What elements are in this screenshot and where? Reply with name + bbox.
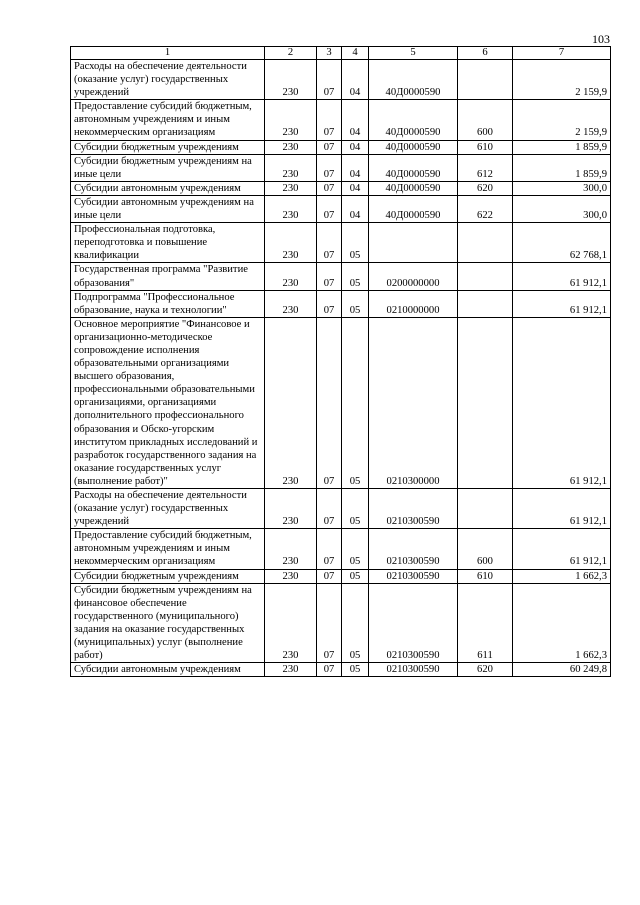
row-expense-type-cell [458,290,513,317]
row-code-cell: 230 [265,181,317,195]
row-amount-cell: 61 912,1 [513,529,611,569]
row-amount-cell: 2 159,9 [513,60,611,100]
table-header-row [71,47,611,60]
table-row [71,489,611,529]
row-section-cell: 07 [317,583,342,663]
row-amount-cell: 61 912,1 [513,317,611,488]
row-name-cell: Государственная программа "Развитие образования" [71,263,265,290]
row-section-cell: 07 [317,263,342,290]
row-amount-cell: 300,0 [513,195,611,222]
row-subsection-cell: 04 [342,154,369,181]
row-expense-type-cell [458,223,513,263]
row-section-cell: 07 [317,290,342,317]
row-amount-cell: 1 859,9 [513,140,611,154]
table-row [71,100,611,140]
row-code-cell: 230 [265,223,317,263]
row-code-cell: 230 [265,60,317,100]
row-section-cell: 07 [317,529,342,569]
row-amount-cell: 61 912,1 [513,263,611,290]
row-amount-cell: 1 859,9 [513,154,611,181]
row-subsection-cell: 04 [342,195,369,222]
table-row [71,263,611,290]
row-expense-type-cell: 611 [458,583,513,663]
row-subsection-cell: 05 [342,223,369,263]
table-row [71,529,611,569]
row-expense-type-cell [458,263,513,290]
row-subsection-cell: 05 [342,569,369,583]
row-code-cell: 230 [265,140,317,154]
row-name-cell: Расходы на обеспечение деятельности (оказание услуг) государственных учреждений [71,60,265,100]
table-row [71,317,611,488]
table-row [71,290,611,317]
row-amount-cell: 1 662,3 [513,569,611,583]
row-code-cell: 230 [265,583,317,663]
row-target-article-cell: 0210300590 [369,489,458,529]
row-subsection-cell: 04 [342,60,369,100]
row-target-article-cell: 0210300590 [369,569,458,583]
table-row [71,60,611,100]
row-code-cell: 230 [265,529,317,569]
row-section-cell: 07 [317,569,342,583]
row-section-cell: 07 [317,663,342,677]
table-row [71,569,611,583]
row-code-cell: 230 [265,569,317,583]
row-section-cell: 07 [317,181,342,195]
row-amount-cell: 61 912,1 [513,290,611,317]
row-section-cell: 07 [317,317,342,488]
row-name-cell: Предоставление субсидий бюджетным, автономным учреждениям и иным некоммерческим организациям [71,100,265,140]
row-code-cell: 230 [265,290,317,317]
row-code-cell: 230 [265,263,317,290]
row-amount-cell: 1 662,3 [513,583,611,663]
row-target-article-cell: 0210300000 [369,317,458,488]
row-target-article-cell: 40Д0000590 [369,60,458,100]
row-name-cell: Субсидии бюджетным учреждениям [71,569,265,583]
row-amount-cell: 60 249,8 [513,663,611,677]
row-code-cell: 230 [265,663,317,677]
row-amount-cell: 300,0 [513,181,611,195]
row-subsection-cell: 04 [342,140,369,154]
row-expense-type-cell: 612 [458,154,513,181]
row-expense-type-cell [458,60,513,100]
row-subsection-cell: 05 [342,290,369,317]
row-section-cell: 07 [317,489,342,529]
row-name-cell: Предоставление субсидий бюджетным, автономным учреждениям и иным некоммерческим организациям [71,529,265,569]
row-target-article-cell: 40Д0000590 [369,154,458,181]
header-cell-7: 7 [513,47,611,60]
row-expense-type-cell [458,489,513,529]
row-name-cell: Основное мероприятие "Финансовое и организационно-методическое сопровождение исполнения образовательными организациями высшего образования, профессиональными образовательными организациями, организациями дополнительного профессионального образования и Обско-угорским институтом прикладных исследований и разработок государственного задания на оказание государственных услуг (выполнение работ)" [71,317,265,488]
row-subsection-cell: 04 [342,100,369,140]
row-name-cell: Субсидии автономным учреждениям [71,181,265,195]
header-cell-4: 4 [342,47,369,60]
row-target-article-cell [369,223,458,263]
row-expense-type-cell: 622 [458,195,513,222]
row-name-cell: Профессиональная подготовка, переподготовка и повышение квалификации [71,223,265,263]
row-amount-cell: 2 159,9 [513,100,611,140]
row-target-article-cell: 0200000000 [369,263,458,290]
row-target-article-cell: 0210300590 [369,583,458,663]
row-code-cell: 230 [265,154,317,181]
row-name-cell: Субсидии автономным учреждениям на иные цели [71,195,265,222]
row-target-article-cell: 40Д0000590 [369,140,458,154]
row-code-cell: 230 [265,100,317,140]
row-subsection-cell: 05 [342,663,369,677]
row-code-cell: 230 [265,489,317,529]
table-row [71,154,611,181]
row-expense-type-cell: 620 [458,181,513,195]
table-row [71,583,611,663]
row-section-cell: 07 [317,100,342,140]
row-name-cell: Субсидии бюджетным учреждениям на иные цели [71,154,265,181]
row-subsection-cell: 05 [342,489,369,529]
row-expense-type-cell: 610 [458,569,513,583]
row-subsection-cell: 05 [342,583,369,663]
row-code-cell: 230 [265,195,317,222]
row-section-cell: 07 [317,195,342,222]
row-name-cell: Субсидии бюджетным учреждениям [71,140,265,154]
row-subsection-cell: 04 [342,181,369,195]
header-cell-2: 2 [265,47,317,60]
row-amount-cell: 62 768,1 [513,223,611,263]
row-target-article-cell: 40Д0000590 [369,195,458,222]
table-row [71,195,611,222]
header-cell-1: 1 [71,47,265,60]
row-target-article-cell: 0210300590 [369,663,458,677]
budget-table [70,46,611,677]
header-cell-3: 3 [317,47,342,60]
row-section-cell: 07 [317,223,342,263]
header-cell-5: 5 [369,47,458,60]
table-row [71,181,611,195]
table-row [71,223,611,263]
row-target-article-cell: 0210300590 [369,529,458,569]
row-expense-type-cell [458,317,513,488]
row-section-cell: 07 [317,60,342,100]
row-section-cell: 07 [317,140,342,154]
row-subsection-cell: 05 [342,529,369,569]
row-target-article-cell: 40Д0000590 [369,181,458,195]
row-subsection-cell: 05 [342,263,369,290]
row-section-cell: 07 [317,154,342,181]
row-amount-cell: 61 912,1 [513,489,611,529]
row-name-cell: Субсидии автономным учреждениям [71,663,265,677]
row-name-cell: Расходы на обеспечение деятельности (оказание услуг) государственных учреждений [71,489,265,529]
row-expense-type-cell: 620 [458,663,513,677]
row-target-article-cell: 40Д0000590 [369,100,458,140]
row-name-cell: Субсидии бюджетным учреждениям на финансовое обеспечение государственного (муниципального) задания на оказание государственных (муниципальных) услуг (выполнение работ) [71,583,265,663]
page-number: 103 [592,32,610,46]
table-row [71,140,611,154]
header-cell-6: 6 [458,47,513,60]
row-subsection-cell: 05 [342,317,369,488]
row-expense-type-cell: 600 [458,100,513,140]
row-name-cell: Подпрограмма "Профессиональное образование, наука и технологии" [71,290,265,317]
row-code-cell: 230 [265,317,317,488]
row-expense-type-cell: 610 [458,140,513,154]
row-expense-type-cell: 600 [458,529,513,569]
row-target-article-cell: 0210000000 [369,290,458,317]
table-row [71,663,611,677]
